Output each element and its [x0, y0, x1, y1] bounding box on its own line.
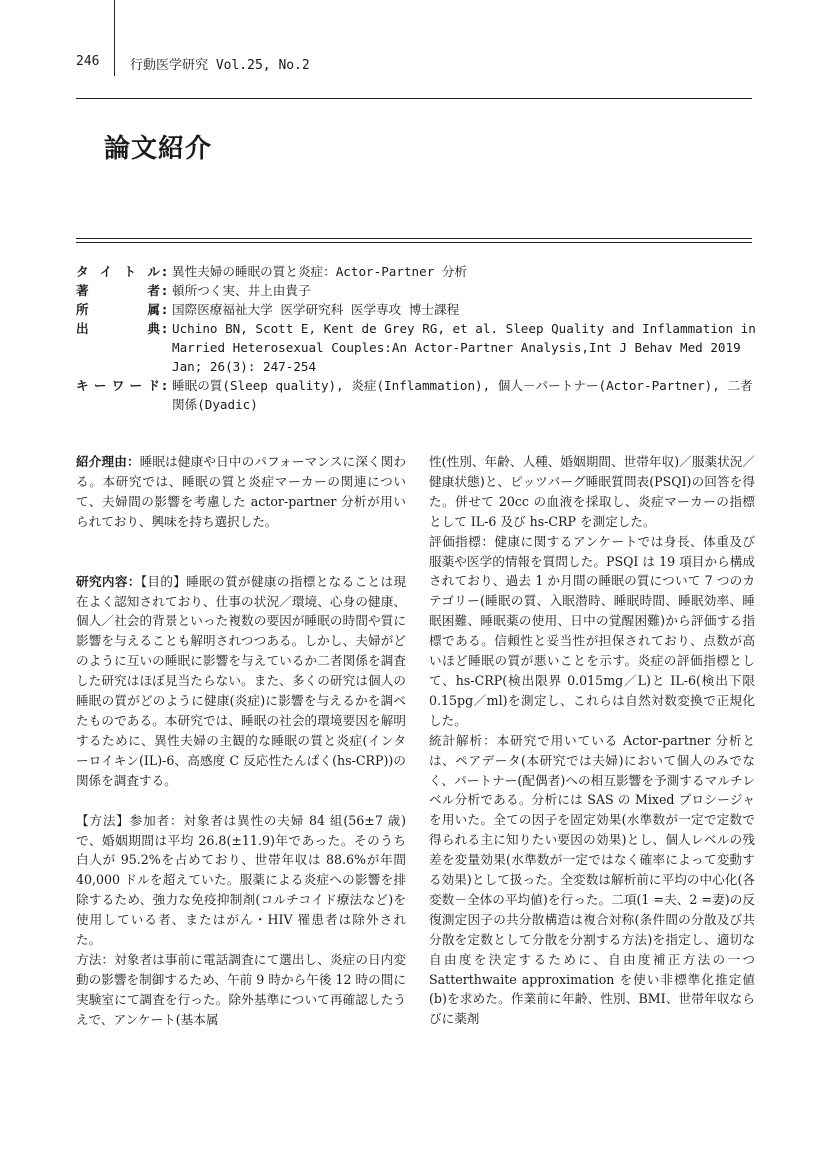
- meta-colon: :: [162, 302, 168, 317]
- meta-label: 所属: [76, 302, 160, 317]
- attributes-paragraph: 性(性別、年齢、人種、婚姻期間、世帯年収)／服薬状況／健康状態)と、ピッツバーグ睡眠質問表(PSQI)の回答を得た。併せて 20cc の血液を採取し、炎症マーカーの指標として IL-6 及び hs-CRP を測定した。: [429, 454, 755, 529]
- content-label: 研究内容：: [76, 573, 141, 589]
- page-number: 246: [76, 54, 100, 69]
- procedure-paragraph: 方法：対象者は事前に電話調査にて選出し、炎症の日内変動の影響を制御するため、午前 9 時から午後 12 時の間に実験室にて調査を行った。除外基準について再確認したうえで、アンケート(基本属: [76, 951, 406, 1027]
- meta-value: 国際医療福祉大学 医学研究科 医学専攻 博士課程: [172, 302, 460, 317]
- meta-value: 睡眠の質(Sleep quality), 炎症(Inflammation), 個人－パートナー(Actor-Partner), 二者関係(Dyadic): [172, 378, 753, 412]
- meta-value: Uchino BN, Scott E, Kent de Grey RG, et al. Sleep Quality and Inflammation in Married Heterosexual Couples:An Actor-Partner Analysis,Int J Behav Med 2019 Jan; 26(3): 247-254: [172, 321, 756, 374]
- meta-source-row: [76, 319, 756, 376]
- meta-colon: :: [162, 378, 168, 393]
- double-rule-bottom: [76, 242, 752, 243]
- meta-keywords-row: [76, 376, 756, 414]
- meta-author-row: [76, 281, 756, 300]
- meta-value: 頓所つく実、井上由貴子: [172, 283, 311, 298]
- reason-paragraph: [76, 452, 406, 532]
- meta-colon: :: [162, 321, 168, 336]
- reason-text: 睡眠は健康や日中のパフォーマンスに深く関わる。本研究では、睡眠の質と炎症マーカーの関連について、夫婦間の影響を考慮した actor-partner 分析が用いられており、興味を持ち選択した。: [76, 454, 406, 529]
- method-paragraph: 【方法】参加者：対象者は異性の夫婦 84 組(56±7 歳)で、婚姻期間は平均 26.8(±11.9)年であった。そのうち白人が 95.2%を占めており、世帯年収は 88.6%が年間 40,000 ドルを超えていた。服薬による炎症への影響を排除するため、強力な免疫抑制剤(コルチコイド療法など)を使用している者、またはがん・HIV 罹患者は除外された。: [76, 812, 406, 948]
- meta-colon: :: [162, 283, 168, 298]
- content-paragraph: [76, 572, 406, 791]
- meta-label: タイトル: [76, 264, 160, 279]
- meta-label: 出典: [76, 321, 160, 336]
- meta-affiliation-row: [76, 300, 756, 319]
- statistics-paragraph: 統計解析：本研究で用いている Actor-partner 分析とは、ペアデータ(本研究では夫婦)において個人のみでなく、パートナー(配偶者)への相互影響を予測するマルチレベル分析である。分析には SAS の Mixed プロシージャを用いた。全ての因子を固定効果(水準数が一定で定数で得られる主に知りたい要因の効果)とし、個人レベルの残差を変量効果(水準数が一定ではなく確率によって変動する効果)として扱った。全変数は解析前に平均の中心化(各変数－全体の平均値)を行った。二項(1 =夫、2 =妻)の反復測定因子の共分散構造は複合対称(条件間の分散及び共分散を定数として分散を分割する方法)を指定し、適切な自由度を決定するために、自由度補正方法の一つ Satterthwaite approximation を使い非標準化推定値(b)を求めた。作業前に年齢、性別、BMI、世帯年収ならびに薬剤: [429, 732, 755, 1027]
- meta-value: 異性夫婦の睡眠の質と炎症：Actor-Partner 分析: [172, 264, 468, 279]
- meta-title-row: [76, 262, 756, 281]
- content-text: 【目的】睡眠の質が健康の指標となることは現在よく認知されており、仕事の状況／環境、心身の健康、個人／社会的背景といった複数の要因が睡眠の時間や質に影響を与えることも解明されつつある。しかし、夫婦がどのように互いの睡眠に影響を与えているか二者関係を調査した研究はほぼ見当たらない。また、多くの研究は個人の睡眠の質がどのように健康(炎症)に影響を与えるかを調べたものである。本研究では、睡眠の社会的環境要因を解明するために、異性夫婦の主観的な睡眠の質と炎症(インターロイキン(IL)-6、高感度 C 反応性たんぱく(hs-CRP))の関係を調査する。: [76, 573, 407, 788]
- section-title: 論文紹介: [104, 134, 213, 164]
- header-vertical-rule: [114, 0, 115, 76]
- measures-paragraph: 評価指標：健康に関するアンケートでは身長、体重及び服薬や医学的情報を質問した。PSQI は 19 項目から構成されており、過去 1 か月間の睡眠の質について 7 つのカテゴリー(睡眠の質、入眠潜時、睡眠時間、睡眠効率、睡眠困難、睡眠薬の使用、日中の覚醒困難)から評価する指標である。信頼性と妥当性が担保されており、点数が高いほど睡眠の質が悪いことを示す。炎症の評価指標として、hs-CRP(検出限界 0.015mg／L)と IL-6(検出下限 0.15pg／ml)を測定し、これらは自然対数変換で正規化した。: [429, 533, 755, 728]
- meta-colon: :: [162, 264, 168, 279]
- journal-title: 行動医学研究 Vol.25, No.2: [130, 58, 310, 73]
- double-rule-top: [76, 238, 752, 239]
- left-column: [76, 452, 406, 1030]
- header-rule: [76, 98, 752, 99]
- meta-label: 著者: [76, 283, 160, 298]
- reason-label: 紹介理由：: [76, 454, 140, 469]
- article-metadata: [76, 262, 756, 414]
- meta-label: キーワード: [76, 378, 160, 393]
- right-column: [429, 452, 755, 1029]
